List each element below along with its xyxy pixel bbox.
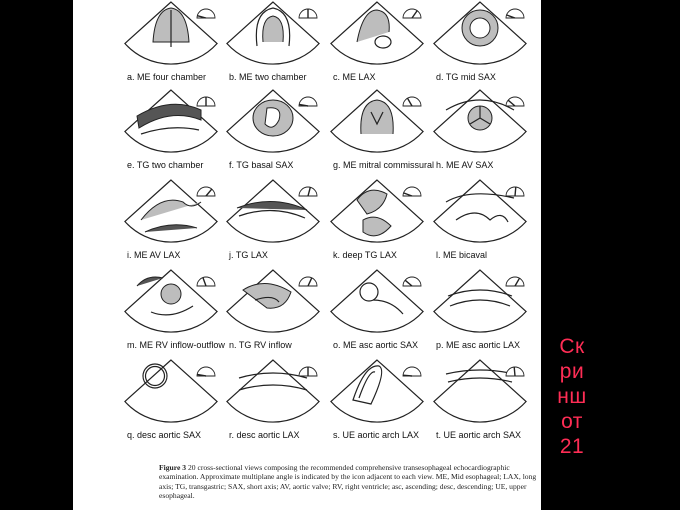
- panel-label: r. desc aortic LAX: [229, 430, 300, 440]
- angle-icon: [299, 9, 317, 18]
- panel-label: h. ME AV SAX: [436, 160, 494, 170]
- panel-label: g. ME mitral commissural: [333, 160, 435, 170]
- side-label-line: нш: [557, 385, 587, 408]
- side-label-line: Ск: [559, 335, 585, 358]
- panel-label: n. TG RV inflow: [229, 340, 292, 350]
- side-label-line: от: [561, 410, 583, 433]
- angle-icon: [197, 277, 215, 286]
- angle-icon: [299, 187, 317, 196]
- echo-view-panel: [125, 90, 217, 170]
- echo-view-panel: [125, 270, 225, 350]
- angle-icon: [299, 277, 317, 286]
- panel-label: k. deep TG LAX: [333, 250, 397, 260]
- tee-views-figure: [73, 0, 541, 510]
- side-label-line: ри: [559, 360, 585, 383]
- echo-view-panel: [331, 270, 423, 350]
- figure-number: Figure 3: [159, 463, 187, 472]
- echo-view-panel: [227, 270, 319, 350]
- angle-icon: [197, 9, 215, 18]
- panel-label: a. ME four chamber: [127, 72, 207, 82]
- angle-icon: [403, 187, 421, 196]
- echo-view-panel: [434, 180, 526, 260]
- angle-icon: [403, 97, 421, 106]
- angle-icon: [506, 367, 524, 376]
- figure-caption: [159, 463, 541, 500]
- side-label-line: 21: [559, 435, 585, 458]
- echo-view-panel: [125, 360, 217, 440]
- angle-icon: [299, 367, 317, 376]
- panel-label: s. UE aortic arch LAX: [333, 430, 420, 440]
- angle-icon: [403, 277, 421, 286]
- panel-grid: [125, 2, 526, 440]
- panel-label: d. TG mid SAX: [436, 72, 496, 82]
- echo-view-panel: [227, 90, 319, 170]
- panel-label: i. ME AV LAX: [127, 250, 181, 260]
- echo-view-panel: [227, 2, 319, 82]
- panel-label: c. ME LAX: [333, 72, 376, 82]
- panel-label: e. TG two chamber: [127, 160, 204, 170]
- panel-label: m. ME RV inflow-outflow: [127, 340, 225, 350]
- echo-view-panel: [434, 90, 526, 170]
- panel-label: f. TG basal SAX: [229, 160, 294, 170]
- angle-icon: [299, 97, 317, 106]
- echo-view-panel: [331, 360, 423, 440]
- panel-label: q. desc aortic SAX: [127, 430, 202, 440]
- echo-view-panel: [331, 2, 423, 82]
- echo-view-panel: [227, 360, 319, 440]
- echo-view-panel: [125, 180, 217, 260]
- panel-label: b. ME two chamber: [229, 72, 307, 82]
- echo-view-panel: [331, 180, 423, 260]
- angle-icon: [197, 97, 215, 106]
- angle-icon: [197, 367, 215, 376]
- document-page: [73, 0, 541, 510]
- panel-label: l. ME bicaval: [436, 250, 488, 260]
- panel-label: j. TG LAX: [229, 250, 268, 260]
- echo-view-panel: [125, 2, 217, 82]
- echo-view-panel: [434, 360, 526, 440]
- panel-label: p. ME asc aortic LAX: [436, 340, 521, 350]
- panel-label: t. UE aortic arch SAX: [436, 430, 522, 440]
- angle-icon: [506, 187, 524, 196]
- angle-icon: [506, 277, 524, 286]
- angle-icon: [506, 97, 524, 106]
- echo-view-panel: [434, 2, 526, 82]
- echo-view-panel: [434, 270, 526, 350]
- figure-caption-text: 20 cross-sectional views composing the recommended comprehensive transesophageal echocardiographic examination. Approximate multiplane angle is indicated by the icon adjacent to each view. ME, Mid esophageal; LAX, long axis; TG, transgastric; SAX, short axis; AV, aortic valve; RV, right ventricle; asc, ascending; desc, descending; UE, upper esophageal.: [159, 463, 537, 500]
- angle-icon: [403, 367, 421, 376]
- angle-icon: [506, 9, 524, 18]
- panel-label: o. ME asc aortic SAX: [333, 340, 419, 350]
- angle-icon: [403, 9, 421, 18]
- echo-view-panel: [331, 90, 434, 170]
- side-label: [552, 334, 592, 459]
- echo-view-panel: [227, 180, 319, 260]
- angle-icon: [197, 187, 215, 196]
